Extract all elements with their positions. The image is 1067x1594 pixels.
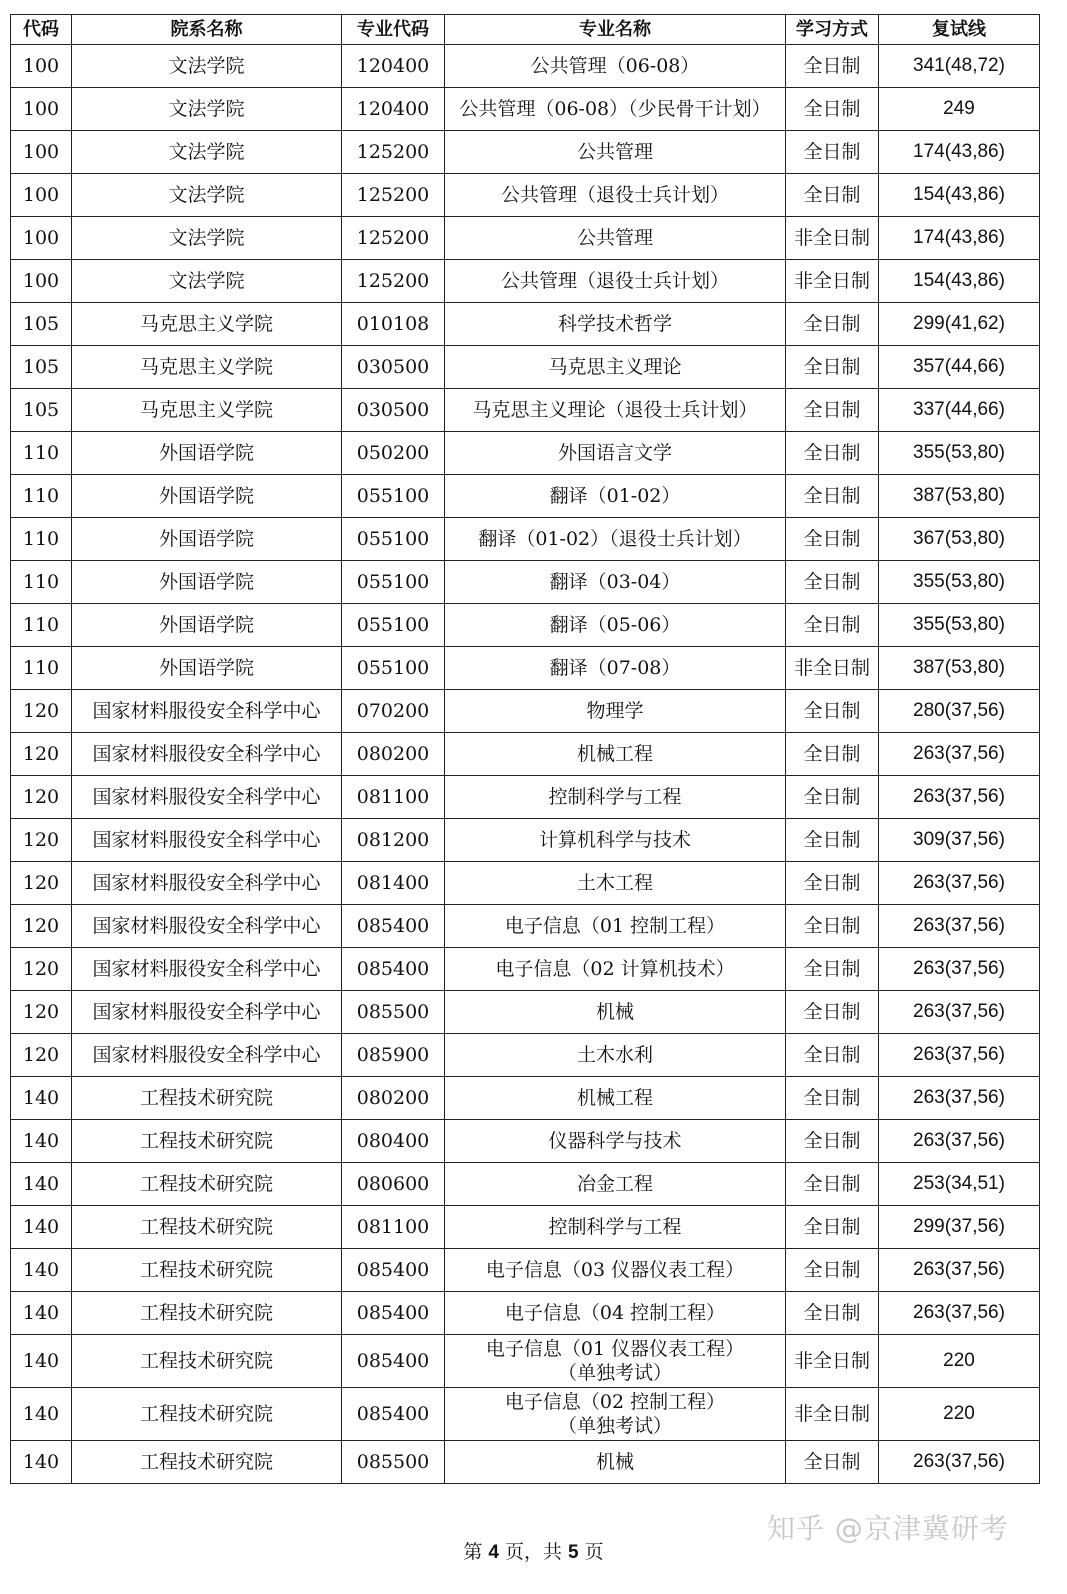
cell-major-name: 马克思主义理论: [445, 346, 786, 389]
footer-total-pages: 5: [568, 1542, 579, 1563]
cell-major-name: 公共管理（06-08）: [445, 45, 786, 88]
cell-major-code: 125200: [342, 174, 445, 217]
header-retest-score: 复试线: [879, 15, 1040, 45]
cell-code: 120: [11, 905, 72, 948]
cell-study-mode: 全日制: [786, 389, 879, 432]
table-row: [11, 561, 1040, 604]
cell-major-name: 马克思主义理论（退役士兵计划）: [445, 389, 786, 432]
cell-code: 140: [11, 1441, 72, 1484]
cell-study-mode: 全日制: [786, 518, 879, 561]
table-row: [11, 88, 1040, 131]
cell-code: 120: [11, 733, 72, 776]
cell-major-code: 085400: [342, 1388, 445, 1441]
cell-retest-score: 263(37,56): [879, 733, 1040, 776]
table-row: [11, 862, 1040, 905]
table-row: [11, 346, 1040, 389]
cell-department: 工程技术研究院: [72, 1120, 342, 1163]
cell-study-mode: 全日制: [786, 131, 879, 174]
cell-major-name: 仪器科学与技术: [445, 1120, 786, 1163]
cell-department: 外国语学院: [72, 561, 342, 604]
header-major-name: 专业名称: [445, 15, 786, 45]
cell-major-code: 055100: [342, 518, 445, 561]
cell-major-code: 055100: [342, 475, 445, 518]
cell-major-code: 085500: [342, 1441, 445, 1484]
cell-study-mode: 全日制: [786, 303, 879, 346]
cell-retest-score: 280(37,56): [879, 690, 1040, 733]
cell-department: 工程技术研究院: [72, 1206, 342, 1249]
cell-study-mode: 全日制: [786, 561, 879, 604]
cell-department: 马克思主义学院: [72, 346, 342, 389]
cell-study-mode: 非全日制: [786, 260, 879, 303]
table-row: [11, 733, 1040, 776]
cell-department: 国家材料服役安全科学中心: [72, 819, 342, 862]
cell-study-mode: 全日制: [786, 1120, 879, 1163]
table-row: [11, 1388, 1040, 1441]
cell-department: 国家材料服役安全科学中心: [72, 776, 342, 819]
cell-retest-score: 263(37,56): [879, 776, 1040, 819]
cell-major-name: 机械工程: [445, 733, 786, 776]
cell-retest-score: 367(53,80): [879, 518, 1040, 561]
cell-code: 140: [11, 1335, 72, 1388]
cell-retest-score: 309(37,56): [879, 819, 1040, 862]
cell-code: 140: [11, 1249, 72, 1292]
table-row: [11, 432, 1040, 475]
cell-department: 工程技术研究院: [72, 1441, 342, 1484]
cell-department: 文法学院: [72, 131, 342, 174]
cell-department: 外国语学院: [72, 604, 342, 647]
table-row: [11, 1206, 1040, 1249]
cell-retest-score: 263(37,56): [879, 1034, 1040, 1077]
cell-code: 140: [11, 1292, 72, 1335]
cell-retest-score: 263(37,56): [879, 905, 1040, 948]
cell-study-mode: 全日制: [786, 862, 879, 905]
table-row: [11, 475, 1040, 518]
cell-major-code: 085500: [342, 991, 445, 1034]
cell-retest-score: 387(53,80): [879, 647, 1040, 690]
cell-major-code: 055100: [342, 561, 445, 604]
cell-code: 100: [11, 217, 72, 260]
cell-retest-score: 357(44,66): [879, 346, 1040, 389]
cell-department: 工程技术研究院: [72, 1335, 342, 1388]
cell-code: 105: [11, 346, 72, 389]
cell-retest-score: 299(37,56): [879, 1206, 1040, 1249]
cell-retest-score: 355(53,80): [879, 432, 1040, 475]
table-row: [11, 260, 1040, 303]
cell-major-code: 081400: [342, 862, 445, 905]
cell-code: 105: [11, 303, 72, 346]
cell-code: 110: [11, 475, 72, 518]
table-row: [11, 1077, 1040, 1120]
cell-retest-score: 253(34,51): [879, 1163, 1040, 1206]
cell-department: 工程技术研究院: [72, 1077, 342, 1120]
cell-study-mode: 非全日制: [786, 647, 879, 690]
cell-code: 110: [11, 432, 72, 475]
cell-major-code: 085400: [342, 948, 445, 991]
cell-major-code: 085400: [342, 1249, 445, 1292]
cell-retest-score: 174(43,86): [879, 217, 1040, 260]
watermark: 知乎 @京津冀研考: [767, 1512, 1009, 1545]
cell-study-mode: 非全日制: [786, 217, 879, 260]
cell-department: 文法学院: [72, 260, 342, 303]
table-row: [11, 518, 1040, 561]
footer-middle: 页，共: [498, 1541, 569, 1563]
cell-retest-score: 263(37,56): [879, 1249, 1040, 1292]
table-row: [11, 303, 1040, 346]
cell-retest-score: 341(48,72): [879, 45, 1040, 88]
cell-major-name: 公共管理（退役士兵计划）: [445, 260, 786, 303]
cell-code: 110: [11, 604, 72, 647]
cell-major-code: 055100: [342, 647, 445, 690]
cell-major-name: 控制科学与工程: [445, 1206, 786, 1249]
cell-code: 100: [11, 88, 72, 131]
cell-major-name: 公共管理: [445, 131, 786, 174]
cell-code: 120: [11, 819, 72, 862]
header-major-code: 专业代码: [342, 15, 445, 45]
cell-study-mode: 全日制: [786, 88, 879, 131]
cell-major-code: 085400: [342, 905, 445, 948]
cell-major-name: 物理学: [445, 690, 786, 733]
cell-major-code: 125200: [342, 131, 445, 174]
table-row: [11, 948, 1040, 991]
table-row: [11, 1120, 1040, 1163]
cell-retest-score: 263(37,56): [879, 1077, 1040, 1120]
cell-department: 马克思主义学院: [72, 389, 342, 432]
cell-department: 国家材料服役安全科学中心: [72, 991, 342, 1034]
cell-major-code: 080200: [342, 1077, 445, 1120]
cell-department: 文法学院: [72, 174, 342, 217]
cell-retest-score: 263(37,56): [879, 862, 1040, 905]
cell-major-name: 土木水利: [445, 1034, 786, 1077]
cell-study-mode: 全日制: [786, 604, 879, 647]
table-row: [11, 819, 1040, 862]
cell-study-mode: 全日制: [786, 905, 879, 948]
cell-code: 120: [11, 862, 72, 905]
cell-major-code: 125200: [342, 217, 445, 260]
cell-study-mode: 全日制: [786, 1441, 879, 1484]
cell-major-code: 085400: [342, 1292, 445, 1335]
cell-major-name: 公共管理（06-08）（少民骨干计划）: [445, 88, 786, 131]
cell-department: 国家材料服役安全科学中心: [72, 1034, 342, 1077]
cell-code: 100: [11, 174, 72, 217]
cell-major-code: 081100: [342, 776, 445, 819]
cell-major-code: 120400: [342, 88, 445, 131]
footer-page-number: 4: [488, 1542, 499, 1563]
cell-department: 国家材料服役安全科学中心: [72, 733, 342, 776]
cell-major-code: 010108: [342, 303, 445, 346]
table-row: [11, 131, 1040, 174]
cell-retest-score: 154(43,86): [879, 174, 1040, 217]
table-row: [11, 690, 1040, 733]
cell-major-code: 030500: [342, 346, 445, 389]
cell-major-name: 电子信息（01 控制工程）: [445, 905, 786, 948]
cell-department: 工程技术研究院: [72, 1163, 342, 1206]
cell-major-code: 081200: [342, 819, 445, 862]
cell-major-code: 050200: [342, 432, 445, 475]
cell-study-mode: 全日制: [786, 991, 879, 1034]
cell-code: 120: [11, 776, 72, 819]
table-body: [11, 45, 1040, 1484]
cell-major-code: 125200: [342, 260, 445, 303]
cell-major-name: 电子信息（03 仪器仪表工程）: [445, 1249, 786, 1292]
cell-code: 140: [11, 1206, 72, 1249]
cell-code: 110: [11, 518, 72, 561]
cell-major-code: 055100: [342, 604, 445, 647]
cell-code: 140: [11, 1388, 72, 1441]
table-row: [11, 1034, 1040, 1077]
cell-major-name: 公共管理: [445, 217, 786, 260]
score-table: [10, 14, 1040, 1484]
cell-study-mode: 全日制: [786, 1163, 879, 1206]
cell-major-name: 控制科学与工程: [445, 776, 786, 819]
cell-code: 140: [11, 1120, 72, 1163]
cell-study-mode: 全日制: [786, 1249, 879, 1292]
header-code: 代码: [11, 15, 72, 45]
cell-major-name: 机械: [445, 1441, 786, 1484]
cell-department: 文法学院: [72, 217, 342, 260]
table-row: [11, 45, 1040, 88]
table-row: [11, 217, 1040, 260]
cell-retest-score: 263(37,56): [879, 1292, 1040, 1335]
cell-retest-score: 263(37,56): [879, 991, 1040, 1034]
cell-major-name: 计算机科学与技术: [445, 819, 786, 862]
page-footer: [0, 1537, 1067, 1564]
cell-code: 100: [11, 260, 72, 303]
cell-code: 120: [11, 991, 72, 1034]
cell-department: 国家材料服役安全科学中心: [72, 690, 342, 733]
cell-study-mode: 全日制: [786, 1206, 879, 1249]
cell-study-mode: 全日制: [786, 45, 879, 88]
cell-department: 工程技术研究院: [72, 1388, 342, 1441]
cell-department: 工程技术研究院: [72, 1292, 342, 1335]
cell-retest-score: 263(37,56): [879, 1441, 1040, 1484]
cell-study-mode: 全日制: [786, 776, 879, 819]
cell-department: 工程技术研究院: [72, 1249, 342, 1292]
cell-major-name: 土木工程: [445, 862, 786, 905]
cell-department: 外国语学院: [72, 432, 342, 475]
cell-major-code: 080600: [342, 1163, 445, 1206]
cell-code: 110: [11, 561, 72, 604]
cell-major-name: 机械工程: [445, 1077, 786, 1120]
cell-code: 100: [11, 45, 72, 88]
cell-major-name: 翻译（01-02）（退役士兵计划）: [445, 518, 786, 561]
cell-major-code: 080400: [342, 1120, 445, 1163]
table-row: [11, 604, 1040, 647]
table-row: [11, 174, 1040, 217]
cell-major-name: 电子信息（02 计算机技术）: [445, 948, 786, 991]
table-row: [11, 905, 1040, 948]
cell-study-mode: 全日制: [786, 819, 879, 862]
header-study-mode: 学习方式: [786, 15, 879, 45]
cell-major-name: 翻译（01-02）: [445, 475, 786, 518]
cell-study-mode: 全日制: [786, 475, 879, 518]
cell-major-name: 电子信息（04 控制工程）: [445, 1292, 786, 1335]
cell-major-code: 085900: [342, 1034, 445, 1077]
cell-major-name: 翻译（05-06）: [445, 604, 786, 647]
cell-code: 120: [11, 690, 72, 733]
cell-study-mode: 全日制: [786, 690, 879, 733]
table-row: [11, 1441, 1040, 1484]
cell-study-mode: 全日制: [786, 346, 879, 389]
footer-suffix: 页: [578, 1541, 604, 1563]
cell-major-name: 翻译（07-08）: [445, 647, 786, 690]
cell-department: 国家材料服役安全科学中心: [72, 905, 342, 948]
cell-code: 110: [11, 647, 72, 690]
cell-department: 文法学院: [72, 88, 342, 131]
cell-code: 120: [11, 948, 72, 991]
cell-study-mode: 全日制: [786, 1292, 879, 1335]
cell-major-code: 030500: [342, 389, 445, 432]
cell-code: 140: [11, 1163, 72, 1206]
cell-study-mode: 全日制: [786, 1034, 879, 1077]
cell-retest-score: 154(43,86): [879, 260, 1040, 303]
cell-major-code: 085400: [342, 1335, 445, 1388]
cell-retest-score: 249: [879, 88, 1040, 131]
cell-study-mode: 非全日制: [786, 1388, 879, 1441]
cell-retest-score: 263(37,56): [879, 948, 1040, 991]
cell-department: 国家材料服役安全科学中心: [72, 948, 342, 991]
cell-study-mode: 全日制: [786, 174, 879, 217]
cell-department: 外国语学院: [72, 518, 342, 561]
footer-prefix: 第: [463, 1541, 489, 1563]
cell-department: 马克思主义学院: [72, 303, 342, 346]
table-row: [11, 1249, 1040, 1292]
cell-major-name: 外国语言文学: [445, 432, 786, 475]
cell-major-name: 冶金工程: [445, 1163, 786, 1206]
cell-retest-score: 355(53,80): [879, 561, 1040, 604]
cell-major-code: 070200: [342, 690, 445, 733]
header-row: [11, 15, 1040, 45]
cell-major-name: 机械: [445, 991, 786, 1034]
cell-retest-score: 220: [879, 1388, 1040, 1441]
cell-code: 105: [11, 389, 72, 432]
table-row: [11, 1335, 1040, 1388]
cell-study-mode: 全日制: [786, 733, 879, 776]
cell-retest-score: 355(53,80): [879, 604, 1040, 647]
cell-code: 140: [11, 1077, 72, 1120]
cell-major-code: 081100: [342, 1206, 445, 1249]
cell-study-mode: 全日制: [786, 1077, 879, 1120]
cell-major-name: 科学技术哲学: [445, 303, 786, 346]
table-row: [11, 1292, 1040, 1335]
cell-study-mode: 全日制: [786, 432, 879, 475]
cell-retest-score: 337(44,66): [879, 389, 1040, 432]
cell-retest-score: 263(37,56): [879, 1120, 1040, 1163]
table-row: [11, 389, 1040, 432]
cell-major-name: 翻译（03-04）: [445, 561, 786, 604]
cell-study-mode: 非全日制: [786, 1335, 879, 1388]
cell-major-name: 电子信息（02 控制工程） （单独考试）: [445, 1388, 786, 1441]
cell-code: 100: [11, 131, 72, 174]
cell-retest-score: 220: [879, 1335, 1040, 1388]
table-row: [11, 776, 1040, 819]
cell-retest-score: 387(53,80): [879, 475, 1040, 518]
table-row: [11, 647, 1040, 690]
table-row: [11, 1163, 1040, 1206]
cell-major-name: 公共管理（退役士兵计划）: [445, 174, 786, 217]
cell-code: 120: [11, 1034, 72, 1077]
cell-department: 外国语学院: [72, 475, 342, 518]
cell-department: 文法学院: [72, 45, 342, 88]
cell-major-code: 080200: [342, 733, 445, 776]
cell-department: 国家材料服役安全科学中心: [72, 862, 342, 905]
cell-department: 外国语学院: [72, 647, 342, 690]
cell-study-mode: 全日制: [786, 948, 879, 991]
header-department: 院系名称: [72, 15, 342, 45]
cell-major-name: 电子信息（01 仪器仪表工程） （单独考试）: [445, 1335, 786, 1388]
cell-retest-score: 299(41,62): [879, 303, 1040, 346]
cell-major-code: 120400: [342, 45, 445, 88]
cell-retest-score: 174(43,86): [879, 131, 1040, 174]
table-row: [11, 991, 1040, 1034]
